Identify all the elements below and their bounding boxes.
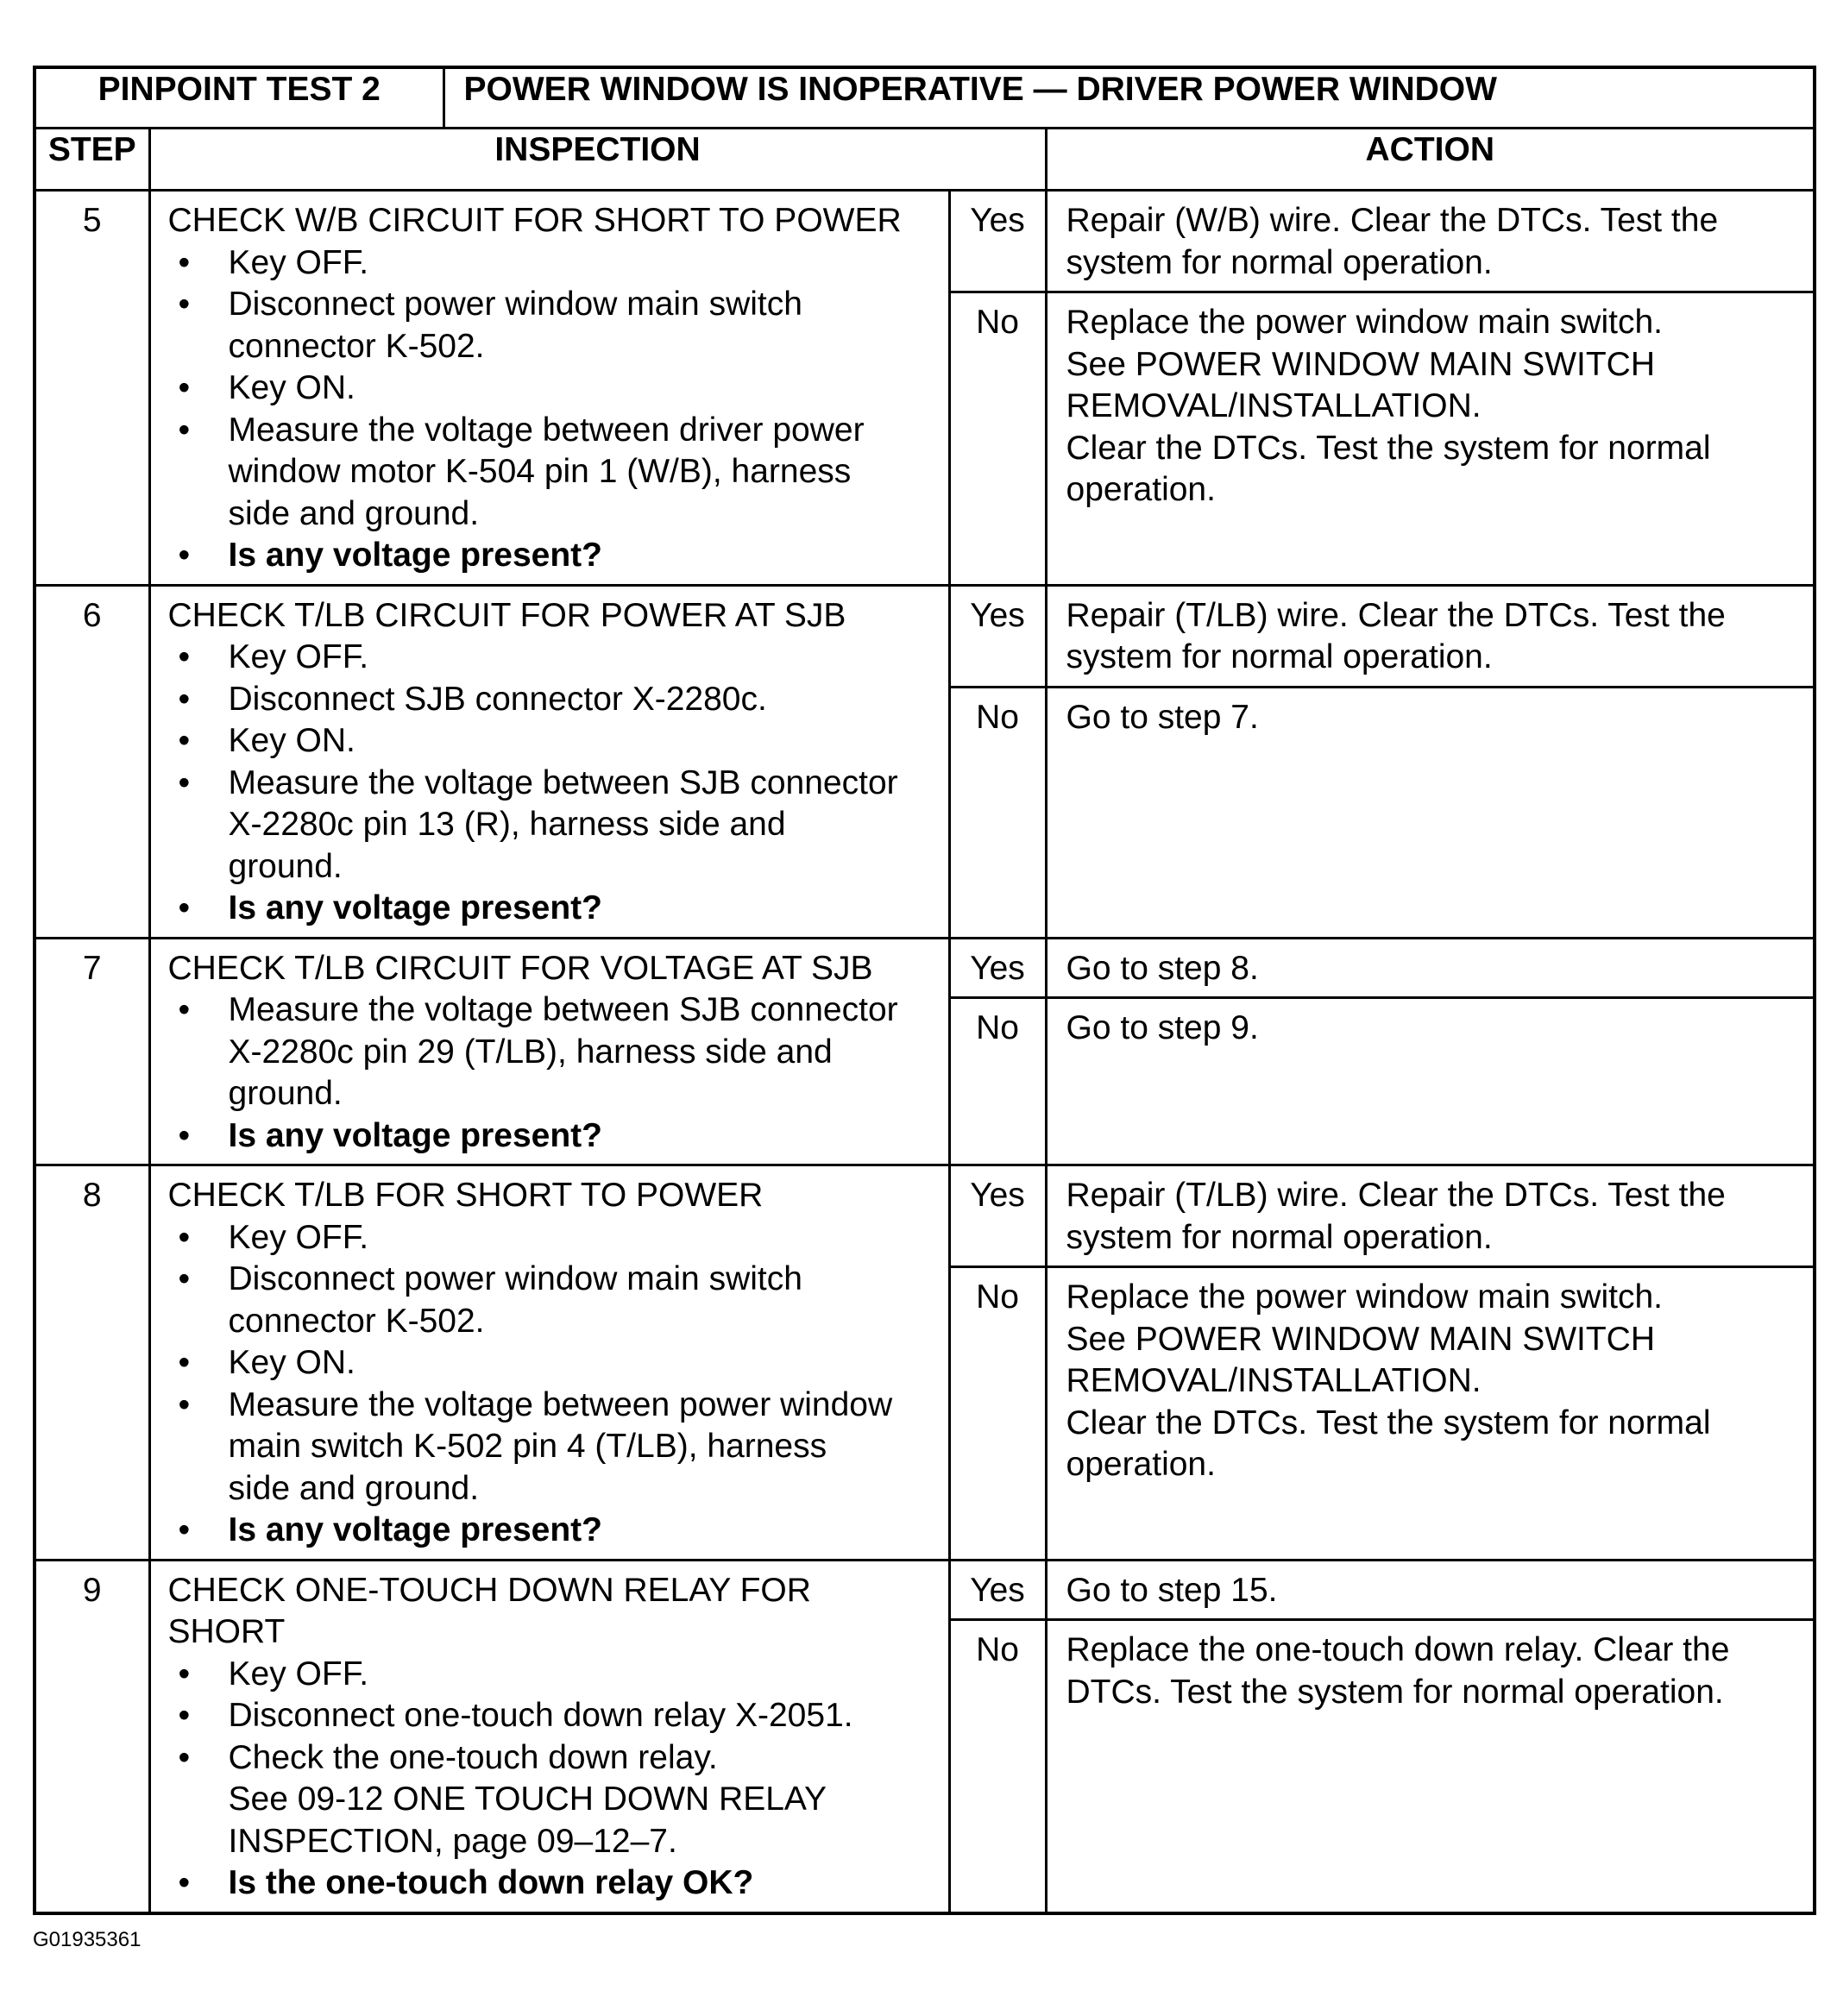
action-line: system for normal operation. bbox=[1066, 1218, 1493, 1256]
action-line: Clear the DTCs. Test the system for normal bbox=[1066, 1404, 1711, 1441]
question-text: Is any voltage present? bbox=[228, 1116, 602, 1154]
bullet-dot-icon: • bbox=[178, 369, 191, 406]
action-line: Go to step 15. bbox=[1066, 1571, 1278, 1609]
action-line: system for normal operation. bbox=[1066, 638, 1493, 675]
step-row-yes bbox=[35, 1165, 1815, 1267]
action-line: Go to step 7. bbox=[1066, 698, 1259, 736]
inspection-bullet bbox=[168, 410, 934, 536]
yes-action bbox=[1046, 191, 1815, 292]
yes-action bbox=[1046, 1560, 1815, 1620]
inspection-bullet bbox=[168, 1217, 934, 1259]
bullet-dot-icon: • bbox=[178, 1655, 191, 1693]
bullet-line: Key OFF. bbox=[228, 1655, 369, 1693]
inspection-bullet bbox=[168, 679, 934, 721]
action-line: Go to step 9. bbox=[1066, 1009, 1259, 1046]
inspection-cell bbox=[149, 1560, 949, 1913]
bullet-dot-icon: • bbox=[178, 1697, 191, 1734]
bullet-line: side and ground. bbox=[228, 494, 480, 532]
bullet-dot-icon: • bbox=[178, 243, 191, 281]
bullet-line: Key OFF. bbox=[228, 243, 369, 281]
inspection-question bbox=[168, 888, 934, 930]
inspection-bullet bbox=[168, 367, 934, 410]
inspection-cell bbox=[149, 191, 949, 586]
bullet-line: side and ground. bbox=[228, 1469, 480, 1507]
no-action bbox=[1046, 687, 1815, 938]
bullet-line: Disconnect SJB connector X-2280c. bbox=[228, 680, 767, 718]
question-text: Is any voltage present? bbox=[228, 537, 602, 574]
action-line: REMOVAL/INSTALLATION. bbox=[1066, 387, 1482, 424]
inspection-bullet bbox=[168, 763, 934, 889]
bullet-line: connector K-502. bbox=[228, 327, 485, 365]
bullet-line: Disconnect power window main switch bbox=[228, 286, 802, 323]
bullet-line: connector K-502. bbox=[228, 1302, 485, 1340]
inspection-bullet bbox=[168, 720, 934, 763]
bullet-dot-icon: • bbox=[178, 1260, 191, 1297]
bullet-dot-icon: • bbox=[178, 763, 191, 801]
inspection-title: CHECK ONE-TOUCH DOWN RELAY FOR SHORT bbox=[167, 1571, 811, 1650]
bullet-line: See 09-12 ONE TOUCH DOWN RELAY bbox=[228, 1780, 827, 1818]
step-number: 6 bbox=[35, 585, 149, 938]
bullet-dot-icon: • bbox=[178, 286, 191, 323]
inspection-title: CHECK T/LB CIRCUIT FOR POWER AT SJB bbox=[167, 596, 846, 634]
bullet-line: Key ON. bbox=[228, 369, 355, 406]
bullet-dot-icon: • bbox=[178, 722, 191, 759]
inspection-bullet bbox=[168, 1259, 934, 1342]
bullet-line: Measure the voltage between driver power bbox=[228, 411, 865, 449]
inspection-question bbox=[168, 1862, 934, 1905]
action-line: Replace the one-touch down relay. Clear the bbox=[1066, 1631, 1730, 1668]
inspection-question bbox=[168, 535, 934, 577]
bullet-line: Key OFF. bbox=[228, 1218, 369, 1256]
bullet-line: Measure the voltage between SJB connector bbox=[228, 991, 898, 1028]
action-line: See POWER WINDOW MAIN SWITCH bbox=[1066, 345, 1655, 383]
inspection-bullets bbox=[168, 1654, 934, 1905]
bullet-line: Key OFF. bbox=[228, 638, 369, 675]
inspection-bullet bbox=[168, 1342, 934, 1385]
yes-action bbox=[1046, 938, 1815, 998]
bullet-line: ground. bbox=[228, 1075, 343, 1112]
bullet-dot-icon: • bbox=[178, 411, 191, 449]
action-line: Replace the power window main switch. bbox=[1066, 304, 1663, 341]
step-row-yes bbox=[35, 938, 1815, 998]
inspection-bullets bbox=[168, 1217, 934, 1552]
no-action bbox=[1046, 998, 1815, 1165]
action-line: Repair (T/LB) wire. Clear the DTCs. Test the bbox=[1066, 596, 1726, 634]
header-row bbox=[35, 129, 1815, 191]
bullet-line: window motor K-504 pin 1 (W/B), harness bbox=[228, 453, 852, 490]
inspection-question bbox=[168, 1510, 934, 1552]
bullet-line: Measure the voltage between SJB connector bbox=[228, 763, 898, 801]
step-number: 5 bbox=[35, 191, 149, 586]
bullet-dot-icon: • bbox=[178, 1385, 191, 1423]
inspection-bullet bbox=[168, 637, 934, 679]
inspection-cell bbox=[149, 1165, 949, 1561]
inspection-bullet bbox=[168, 1654, 934, 1696]
action-line: operation. bbox=[1066, 1446, 1216, 1483]
action-line: Replace the power window main switch. bbox=[1066, 1278, 1663, 1316]
step-column-header: STEP bbox=[35, 129, 149, 191]
question-text: Is the one-touch down relay OK? bbox=[228, 1864, 754, 1901]
pinpoint-test-table bbox=[33, 66, 1816, 1915]
bullet-line: Disconnect one-touch down relay X-2051. bbox=[228, 1697, 853, 1734]
bullet-dot-icon: • bbox=[178, 638, 191, 675]
yes-label: Yes bbox=[949, 585, 1046, 687]
title-row bbox=[35, 67, 1815, 129]
no-label: No bbox=[949, 292, 1046, 586]
inspection-title: CHECK T/LB CIRCUIT FOR VOLTAGE AT SJB bbox=[167, 949, 873, 987]
no-label: No bbox=[949, 1620, 1046, 1913]
test-label: PINPOINT TEST 2 bbox=[35, 67, 444, 129]
action-line: system for normal operation. bbox=[1066, 243, 1493, 281]
bullet-dot-icon: • bbox=[178, 680, 191, 718]
bullet-dot-icon: • bbox=[178, 1864, 191, 1901]
step-number: 7 bbox=[35, 938, 149, 1165]
inspection-bullet bbox=[168, 1385, 934, 1510]
inspection-title: CHECK W/B CIRCUIT FOR SHORT TO POWER bbox=[167, 202, 902, 239]
no-label: No bbox=[949, 687, 1046, 938]
table-body bbox=[35, 67, 1815, 1913]
inspection-bullets bbox=[168, 637, 934, 930]
no-action bbox=[1046, 1620, 1815, 1913]
yes-label: Yes bbox=[949, 191, 1046, 292]
bullet-dot-icon: • bbox=[178, 1218, 191, 1256]
bullet-line: Disconnect power window main switch bbox=[228, 1260, 802, 1297]
action-line: Repair (W/B) wire. Clear the DTCs. Test the bbox=[1066, 202, 1719, 239]
yes-action bbox=[1046, 1165, 1815, 1267]
bullet-line: Measure the voltage between power window bbox=[228, 1385, 893, 1423]
action-line: operation. bbox=[1066, 471, 1216, 508]
bullet-dot-icon: • bbox=[178, 537, 191, 574]
yes-action bbox=[1046, 585, 1815, 687]
bullet-dot-icon: • bbox=[178, 889, 191, 926]
inspection-bullet bbox=[168, 1737, 934, 1863]
bullet-line: X-2280c pin 13 (R), harness side and bbox=[228, 806, 786, 843]
step-row-yes bbox=[35, 1560, 1815, 1620]
figure-id: G01935361 bbox=[33, 1928, 142, 1951]
bullet-line: Key ON. bbox=[228, 722, 355, 759]
inspection-bullet bbox=[168, 242, 934, 285]
bullet-dot-icon: • bbox=[178, 1511, 191, 1548]
no-label: No bbox=[949, 998, 1046, 1165]
bullet-dot-icon: • bbox=[178, 1738, 191, 1776]
inspection-bullet bbox=[168, 1695, 934, 1737]
bullet-line: Key ON. bbox=[228, 1344, 355, 1381]
action-line: Repair (T/LB) wire. Clear the DTCs. Test the bbox=[1066, 1177, 1726, 1214]
inspection-bullet bbox=[168, 284, 934, 367]
no-action bbox=[1046, 1267, 1815, 1561]
yes-label: Yes bbox=[949, 1165, 1046, 1267]
bullet-line: Check the one-touch down relay. bbox=[228, 1738, 718, 1776]
inspection-column-header: INSPECTION bbox=[149, 129, 1046, 191]
no-label: No bbox=[949, 1267, 1046, 1561]
bullet-line: X-2280c pin 29 (T/LB), harness side and bbox=[228, 1033, 833, 1071]
question-text: Is any voltage present? bbox=[228, 889, 602, 926]
step-row-yes bbox=[35, 585, 1815, 687]
bullet-dot-icon: • bbox=[178, 991, 191, 1028]
inspection-question bbox=[168, 1115, 934, 1158]
action-line: DTCs. Test the system for normal operation. bbox=[1066, 1673, 1724, 1711]
step-row-yes bbox=[35, 191, 1815, 292]
step-number: 8 bbox=[35, 1165, 149, 1561]
bullet-line: INSPECTION, page 09–12–7. bbox=[228, 1822, 677, 1860]
inspection-cell bbox=[149, 938, 949, 1165]
no-action bbox=[1046, 292, 1815, 586]
action-line: Go to step 8. bbox=[1066, 949, 1259, 987]
bullet-dot-icon: • bbox=[178, 1116, 191, 1154]
bullet-line: ground. bbox=[228, 847, 343, 885]
pinpoint-test-sheet bbox=[33, 66, 1813, 1951]
yes-label: Yes bbox=[949, 938, 1046, 998]
yes-label: Yes bbox=[949, 1560, 1046, 1620]
action-line: REMOVAL/INSTALLATION. bbox=[1066, 1362, 1482, 1399]
action-column-header: ACTION bbox=[1046, 129, 1815, 191]
inspection-bullet bbox=[168, 989, 934, 1115]
step-number: 9 bbox=[35, 1560, 149, 1913]
bullet-line: main switch K-502 pin 4 (T/LB), harness bbox=[228, 1428, 827, 1465]
action-line: Clear the DTCs. Test the system for normal bbox=[1066, 429, 1711, 467]
test-title: POWER WINDOW IS INOPERATIVE — DRIVER POWER WINDOW bbox=[444, 67, 1815, 129]
question-text: Is any voltage present? bbox=[228, 1511, 602, 1548]
inspection-bullets bbox=[168, 242, 934, 577]
inspection-cell bbox=[149, 585, 949, 938]
inspection-bullets bbox=[168, 989, 934, 1157]
inspection-title: CHECK T/LB FOR SHORT TO POWER bbox=[167, 1177, 764, 1214]
bullet-dot-icon: • bbox=[178, 1344, 191, 1381]
action-line: See POWER WINDOW MAIN SWITCH bbox=[1066, 1320, 1655, 1358]
